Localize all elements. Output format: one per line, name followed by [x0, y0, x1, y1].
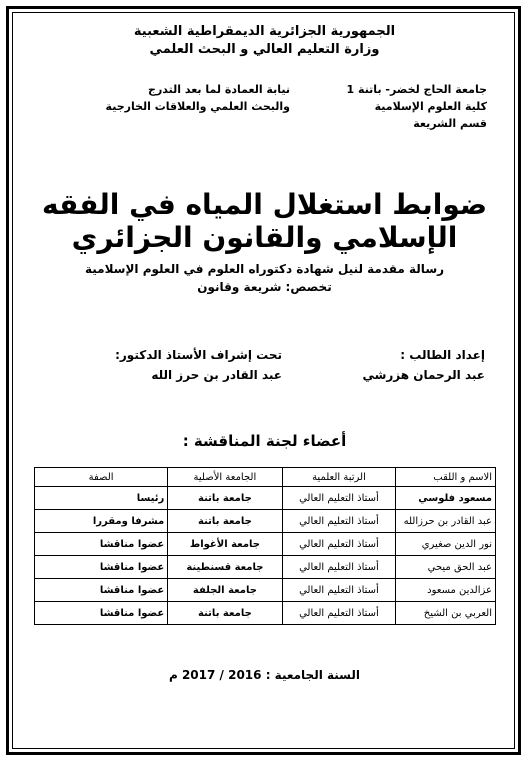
- member-rank: أستاذ التعليم العالي: [282, 533, 396, 556]
- student-block: [285, 345, 485, 385]
- department-name: قسم الشريعة: [413, 117, 487, 130]
- member-rank: أستاذ التعليم العالي: [282, 510, 396, 533]
- supervisor-block: [62, 345, 282, 385]
- thesis-specialty: تخصص: شريعة وقانون: [197, 280, 332, 294]
- table-row: [35, 556, 496, 579]
- member-role: عضوا مناقشا: [35, 579, 168, 602]
- member-role: رئيسا: [35, 487, 168, 510]
- member-role: عضوا مناقشا: [35, 533, 168, 556]
- table-row: [35, 602, 496, 625]
- member-name: عبد الحق ميحي: [396, 556, 496, 579]
- member-university: جامعة باتنة: [168, 510, 282, 533]
- member-name: مسعود فلوسي: [396, 487, 496, 510]
- table-row: [35, 533, 496, 556]
- member-role: عضوا مناقشا: [35, 602, 168, 625]
- column-header-university: الجامعة الأصلية: [168, 468, 282, 487]
- column-header-name: الاسم و اللقب: [396, 468, 496, 487]
- deanship-line-1: نيابة العمادة لما بعد التدرج: [148, 83, 290, 96]
- member-name: نور الدين صغيري: [396, 533, 496, 556]
- ministry-heading: وزارة التعليم العالي و البحث العلمي: [149, 42, 380, 57]
- table-header-row: [35, 468, 496, 487]
- committee-heading: أعضاء لجنة المناقشة :: [182, 432, 347, 450]
- member-name: عزالدين مسعود: [396, 579, 496, 602]
- column-header-rank: الرتبة العلمية: [282, 468, 396, 487]
- member-university: جامعة الجلفة: [168, 579, 282, 602]
- table-row: [35, 510, 496, 533]
- republic-heading: الجمهورية الجزائرية الديمقراطية الشعبية: [133, 24, 396, 39]
- table-row: [35, 579, 496, 602]
- member-rank: أستاذ التعليم العالي: [282, 556, 396, 579]
- thesis-subtitle: رسالة مقدمة لنيل شهادة دكتوراه العلوم في العلوم الإسلامية: [84, 262, 445, 276]
- faculty-name: كلية العلوم الإسلامية: [374, 100, 487, 113]
- institution-block: [267, 81, 487, 132]
- student-name: عبد الرحمان هزرشي: [362, 368, 485, 382]
- member-university: جامعة باتنة: [168, 602, 282, 625]
- committee-table: [34, 467, 496, 625]
- member-name: العربي بن الشيخ: [396, 602, 496, 625]
- academic-year: السنة الجامعية : 2016 / 2017 م: [168, 668, 361, 682]
- supervisor-label: تحت إشراف الأستاذ الدكتور:: [115, 348, 282, 362]
- member-university: جامعة باتنة: [168, 487, 282, 510]
- member-university: جامعة الأغواط: [168, 533, 282, 556]
- member-role: عضوا مناقشا: [35, 556, 168, 579]
- member-rank: أستاذ التعليم العالي: [282, 487, 396, 510]
- university-name: جامعة الحاج لخضر- باتنة 1: [346, 83, 487, 96]
- deanship-line-2: والبحث العلمي والعلاقات الخارجية: [105, 100, 290, 113]
- supervisor-name: عبد القادر بن حرز الله: [151, 368, 282, 382]
- member-rank: أستاذ التعليم العالي: [282, 579, 396, 602]
- thesis-title: ضوابط استغلال المياه في الفقه الإسلامي والقانون الجزائري: [41, 188, 488, 254]
- member-name: عبد القادر بن حرزالله: [396, 510, 496, 533]
- member-university: جامعة قسنطينة: [168, 556, 282, 579]
- student-label: إعداد الطالب :: [400, 348, 485, 362]
- member-rank: أستاذ التعليم العالي: [282, 602, 396, 625]
- column-header-role: الصفة: [35, 468, 168, 487]
- member-role: مشرفا ومقررا: [35, 510, 168, 533]
- deanship-block: [60, 81, 290, 115]
- table-row: [35, 487, 496, 510]
